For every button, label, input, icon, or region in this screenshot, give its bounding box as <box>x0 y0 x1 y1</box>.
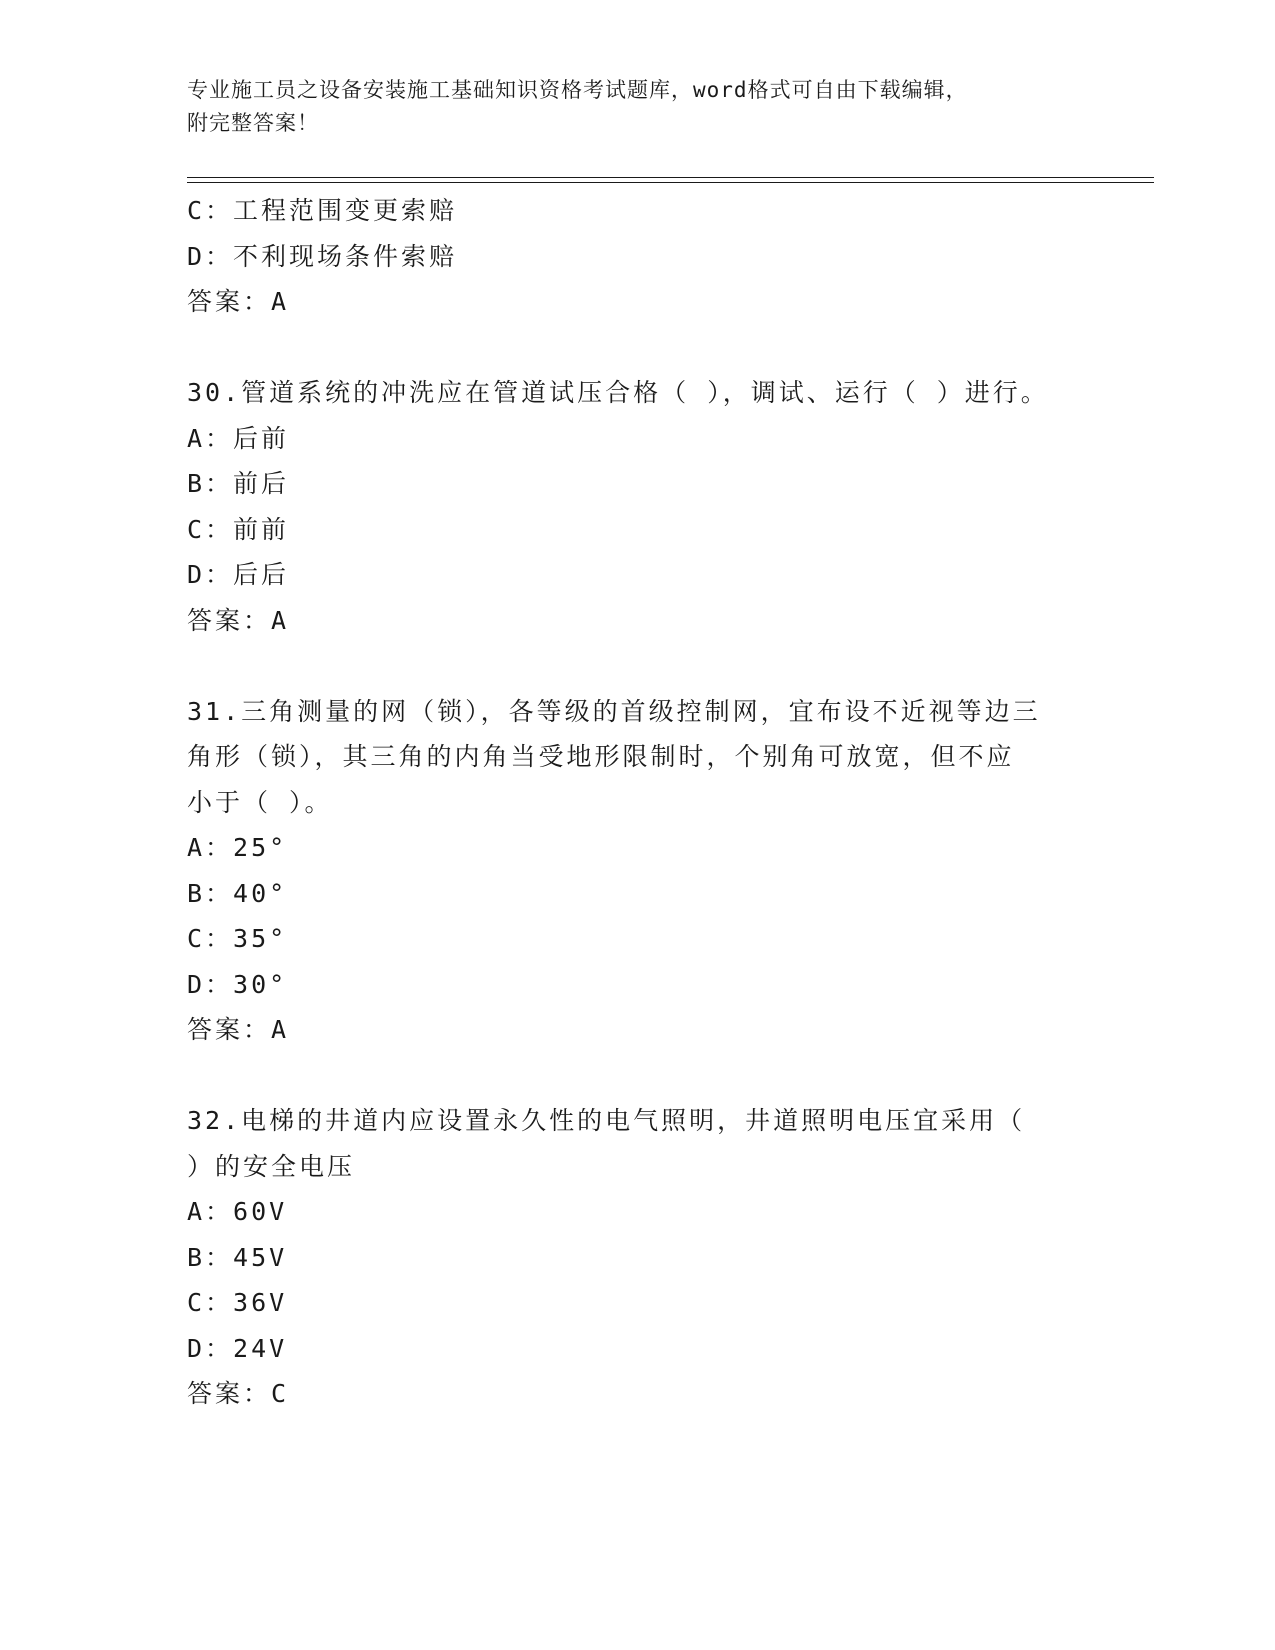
answer: 答案：A <box>187 605 290 635</box>
question-stem-line-2: 角形（锁），其三角的内角当受地形限制时，个别角可放宽，但不应 <box>187 742 1015 771</box>
option-b: B：45V <box>187 1242 288 1272</box>
option-d: D：24V <box>187 1333 288 1363</box>
header-line-1: 专业施工员之设备安装施工基础知识资格考试题库，word格式可自由下载编辑， <box>187 78 968 102</box>
option-c: C：35° <box>187 924 288 953</box>
option-b: B：40° <box>187 878 288 908</box>
answer: 答案：C <box>187 1379 290 1408</box>
header-divider-bottom <box>187 182 1154 183</box>
option-b: B：前后 <box>187 469 290 498</box>
option-a: A：25° <box>187 833 288 862</box>
question-stem-line-1: 32.电梯的井道内应设置永久性的电气照明，井道照明电压宜采用（ <box>187 1106 1026 1135</box>
question-list <box>187 188 1087 1417</box>
spacer <box>187 325 1087 371</box>
option-a: A：60V <box>187 1197 288 1226</box>
question-stem-line-2: ）的安全电压 <box>187 1151 356 1181</box>
option-d: D：后后 <box>187 560 290 589</box>
option-c: C：36V <box>187 1288 288 1317</box>
option-d: D：30° <box>187 969 288 999</box>
option-c: C：前前 <box>187 514 290 544</box>
document-header <box>187 74 1087 140</box>
header-line-2: 附完整答案！ <box>187 111 319 135</box>
question-stem-line-1: 31.三角测量的网（锁），各等级的首级控制网，宜布设不近视等边三 <box>187 696 1041 726</box>
option-c: C：工程范围变更索赔 <box>187 196 458 225</box>
option-a: A：后前 <box>187 423 290 453</box>
answer: 答案：A <box>187 1015 290 1044</box>
answer: 答案：A <box>187 287 290 316</box>
spacer <box>187 1053 1087 1099</box>
option-d: D：不利现场条件索赔 <box>187 241 458 271</box>
question-stem: 30.管道系统的冲洗应在管道试压合格（ ），调试、运行（ ）进行。 <box>187 378 1049 407</box>
question-stem-line-3: 小于（ ）。 <box>187 787 333 817</box>
header-divider-top <box>187 177 1154 178</box>
spacer <box>187 643 1087 689</box>
